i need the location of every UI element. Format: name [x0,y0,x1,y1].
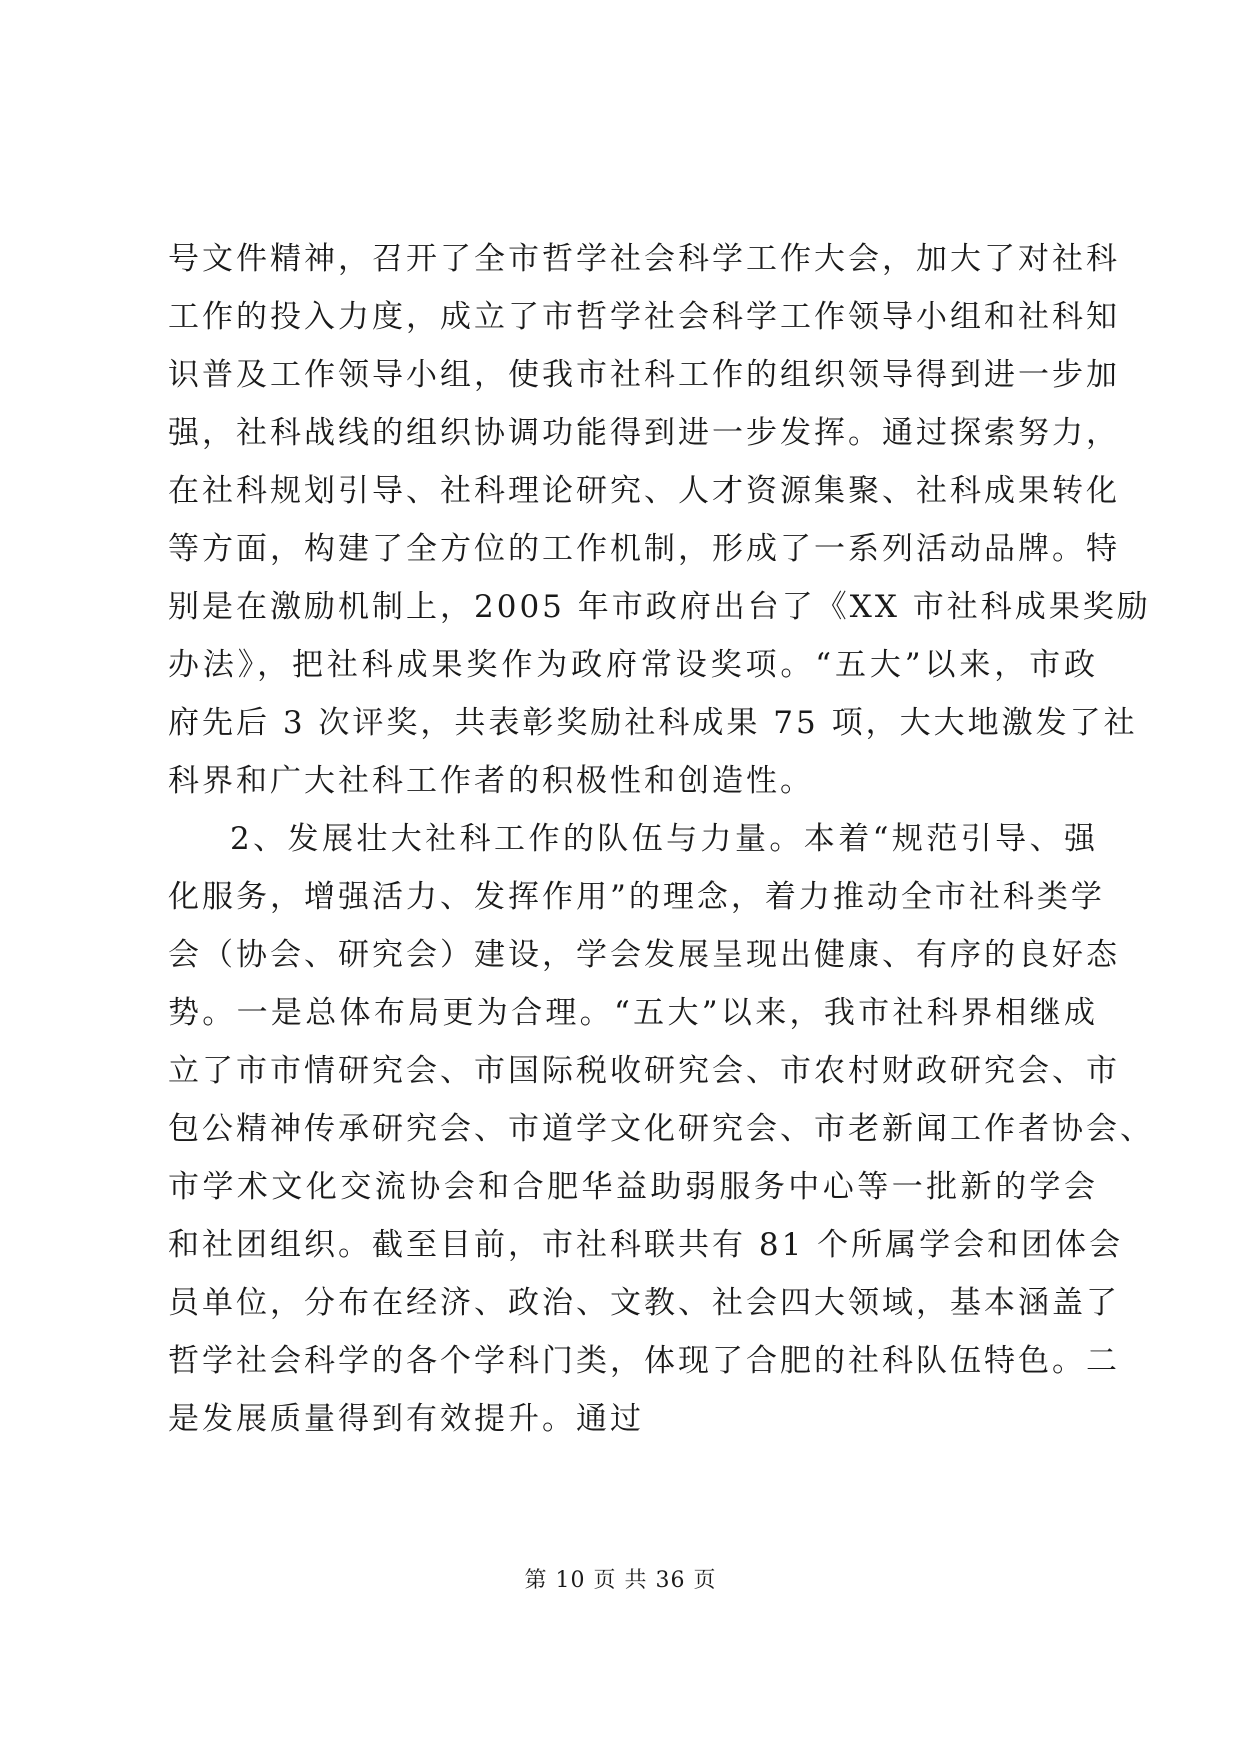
text-line: 哲学社会科学的各个学科门类，体现了合肥的社科队伍特色。二 [168,1343,1120,1379]
text-line: 2、发展壮大社科工作的队伍与力量。本着“规范引导、强 [230,821,1098,857]
text-line: 立了市市情研究会、市国际税收研究会、市农村财政研究会、市 [168,1053,1120,1089]
text-line: 号文件精神，召开了全市哲学社会科学工作大会，加大了对社科 [168,241,1120,277]
text-line: 识普及工作领导小组，使我市社科工作的组织领导得到进一步加 [168,357,1120,393]
text-line: 会（协会、研究会）建设，学会发展呈现出健康、有序的良好态 [168,937,1120,973]
text-line: 市学术文化交流协会和合肥华益助弱服务中心等一批新的学会 [168,1169,1098,1205]
text-line: 和社团组织。截至目前，市社科联共有 81 个所属学会和团体会 [168,1227,1124,1263]
text-line: 办法》，把社科成果奖作为政府常设奖项。“五大”以来，市政 [168,647,1098,683]
paragraph-1 [168,230,1151,810]
text-line: 别是在激励机制上，2005 年市政府出台了《XX 市社科成果奖励 [168,589,1151,625]
text-line: 府先后 3 次评奖，共表彰奖励社科成果 75 项，大大地激发了社 [168,705,1138,741]
document-body [168,230,1154,1448]
text-line: 在社科规划引导、社科理论研究、人才资源集聚、社科成果转化 [168,473,1120,509]
text-line: 科界和广大社科工作者的积极性和创造性。 [168,763,814,799]
text-line: 势。一是总体布局更为合理。“五大”以来，我市社科界相继成 [168,995,1098,1031]
text-line: 等方面，构建了全方位的工作机制，形成了一系列活动品牌。特 [168,531,1120,567]
text-line: 员单位，分布在经济、政治、文教、社会四大领域，基本涵盖了 [168,1285,1120,1321]
page-number-footer: 第 10 页 共 36 页 [524,1568,717,1593]
paragraph-2 [168,810,1154,1448]
text-line: 包公精神传承研究会、市道学文化研究会、市老新闻工作者协会、 [168,1111,1154,1147]
text-line: 强，社科战线的组织协调功能得到进一步发挥。通过探索努力， [168,415,1120,451]
text-line: 化服务，增强活力、发挥作用”的理念，着力推动全市社科类学 [168,879,1105,915]
text-line: 工作的投入力度，成立了市哲学社会科学工作领导小组和社科知 [168,299,1120,335]
text-line: 是发展质量得到有效提升。通过 [168,1401,644,1437]
